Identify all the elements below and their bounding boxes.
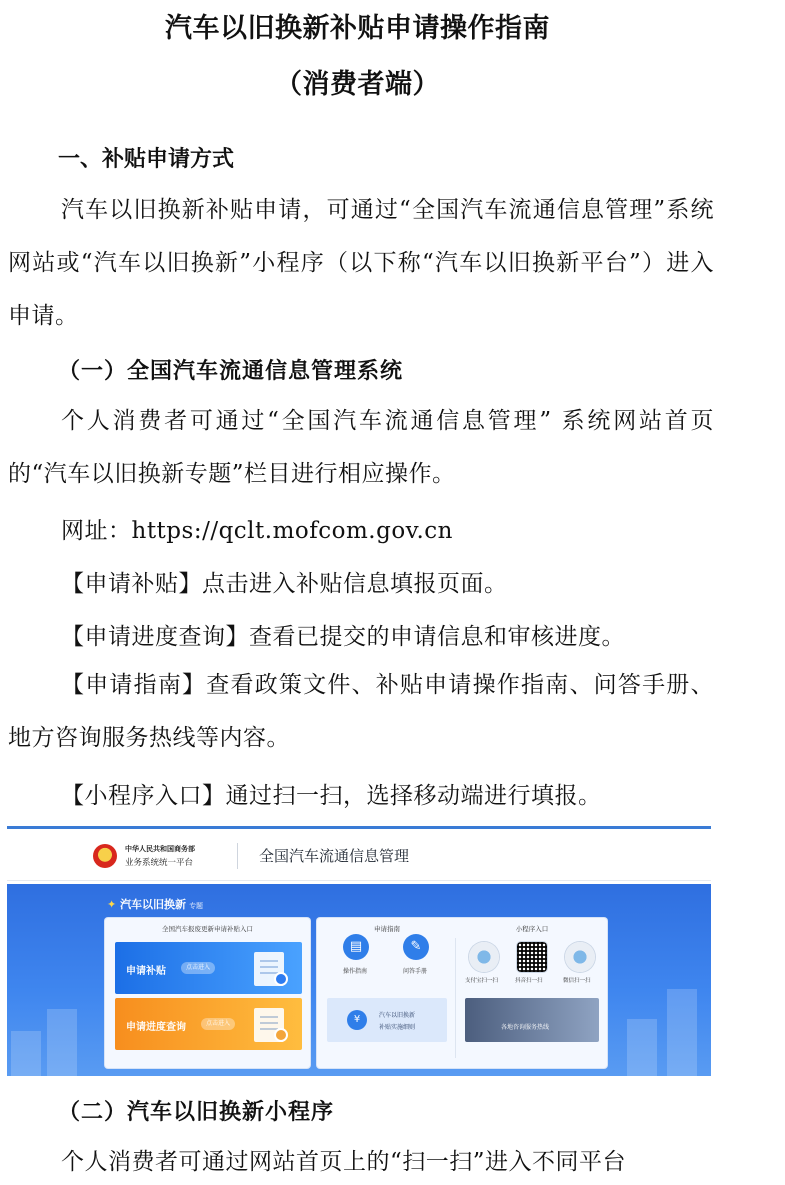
yuan-icon: ¥ — [347, 1010, 367, 1030]
national-emblem-icon — [93, 844, 117, 868]
miniapp-title: 小程序入口 — [515, 925, 549, 933]
progress-query-line: 【申请进度查询】查看已提交的申请信息和审核进度。 — [61, 624, 625, 650]
qa-manual-label[interactable]: 问答手册 — [403, 968, 428, 975]
platform-name: 业务系统统一平台 — [125, 858, 194, 868]
implementation-rules-link[interactable]: ¥ 汽车以旧换新 补贴实施细则 — [327, 998, 447, 1042]
subsection-heading-2: （二）汽车以旧换新小程序 — [58, 1100, 335, 1125]
org-name: 中华人民共和国商务部 — [125, 845, 195, 853]
alipay-qr-icon[interactable] — [469, 942, 499, 972]
mini-program-line: 【小程序入口】通过扫一扫，选择移动端进行填报。 — [61, 783, 602, 809]
document-subtitle: （消费者端） — [275, 69, 440, 100]
guide-title: 申请指南 — [374, 925, 400, 933]
operation-guide-label[interactable]: 操作指南 — [343, 968, 368, 975]
subsidy-entry-card — [105, 918, 310, 1068]
document-title: 汽车以旧换新补贴申请操作指南 — [165, 13, 550, 44]
douyin-qr-icon[interactable] — [517, 942, 547, 972]
guide-and-miniapp-card — [317, 918, 607, 1068]
douyin-qr-label: 抖音扫一扫 — [515, 978, 543, 984]
topic-banner — [7, 884, 711, 1076]
qa-manual-icon[interactable]: ✎ — [403, 934, 429, 960]
hotline-link[interactable]: 各地咨询服务热线 — [465, 998, 599, 1042]
apply-subsidy-line: 【申请补贴】点击进入补贴信息填报页面。 — [61, 571, 508, 597]
guide-paragraph: 【申请指南】查看政策文件、补贴申请操作指南、问答手册、地方咨询服务热线等内容。 — [8, 672, 714, 751]
system-name: 全国汽车流通信息管理 — [259, 847, 410, 865]
subsection-heading-1: （一）全国汽车流通信息管理系统 — [58, 359, 404, 384]
subsection-paragraph-2: 个人消费者可通过网站首页上的“扫一扫”进入不同平台 — [61, 1149, 627, 1175]
alipay-qr-label: 支付宝扫一扫 — [465, 978, 499, 984]
section-paragraph: 汽车以旧换新补贴申请，可通过“全国汽车流通信息管理”系统网站或“汽车以旧换新”小程序（以下称“汽车以旧换新平台”）进入申请。 — [8, 197, 714, 329]
section-heading: 一、补贴申请方式 — [58, 147, 235, 172]
progress-query-button[interactable]: 申请进度查询 点击进入 — [115, 998, 302, 1050]
site-header — [7, 829, 711, 881]
card-title: 全国汽车报废更新申请补贴入口 — [162, 925, 253, 933]
topic-title: ✦ 汽车以旧换新 专题 — [107, 898, 204, 911]
operation-guide-icon[interactable]: ▤ — [343, 934, 369, 960]
card-divider — [455, 938, 456, 1058]
enter-pill: 点击进入 — [201, 1018, 235, 1030]
website-screenshot — [7, 826, 711, 1076]
star-icon: ✦ — [107, 898, 117, 911]
subsection-paragraph-1: 个人消费者可通过“全国汽车流通信息管理” 系统网站首页的“汽车以旧换新专题”栏目进行相应操作。 — [8, 408, 714, 487]
header-divider — [237, 843, 238, 869]
apply-subsidy-button[interactable]: 申请补贴 点击进入 — [115, 942, 302, 994]
website-url-line: 网址：https://qclt.mofcom.gov.cn — [61, 518, 453, 544]
coin-icon — [274, 1028, 288, 1042]
pen-icon — [274, 972, 288, 986]
wechat-qr-label: 微信扫一扫 — [563, 978, 591, 984]
wechat-qr-icon[interactable] — [565, 942, 595, 972]
enter-pill: 点击进入 — [181, 962, 215, 974]
